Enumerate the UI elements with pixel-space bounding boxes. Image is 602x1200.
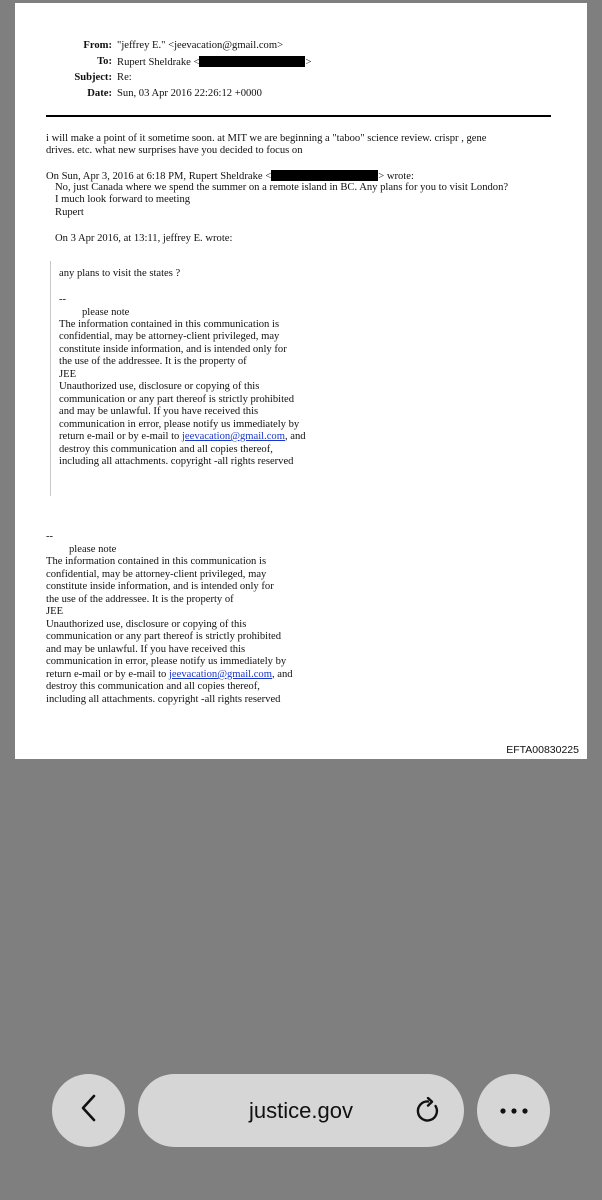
email-suffix: , and (271, 669, 293, 680)
attribution-suffix: > wrote: (378, 171, 414, 182)
disclaimer-line: The information contained in this communication is (59, 319, 280, 330)
more-dots-icon (499, 1102, 529, 1120)
more-button[interactable] (477, 1074, 550, 1147)
disclaimer-separator: -- (59, 294, 67, 305)
chevron-left-icon (79, 1093, 99, 1128)
disclaimer-line: the use of the addressee. It is the property of (46, 594, 234, 605)
disclaimer-line: and may be unlawful. If you have received this (59, 406, 259, 417)
disclaimer-note: please note (82, 307, 130, 318)
email-link[interactable]: jeevacation@gmail.com (168, 669, 272, 680)
to-label: To: (97, 56, 112, 67)
disclaimer-line: Unauthorized use, disclosure or copying of this (46, 619, 247, 630)
to-value (117, 56, 311, 69)
to-close: > (305, 57, 312, 68)
email-prefix: return e-mail or by e-mail to (46, 669, 169, 680)
disclaimer-line: confidential, may be attorney-client privileged, may (59, 331, 280, 342)
inner-attribution: On 3 Apr 2016, at 13:11, jeffrey E. wrote: (55, 233, 233, 244)
disclaimer-line: JEE (59, 369, 77, 380)
redaction-box (271, 170, 378, 181)
disclaimer-line: communication or any part thereof is strictly prohibited (59, 394, 295, 405)
disclaimer-line: The information contained in this communication is (46, 556, 267, 567)
disclaimer-line: communication in error, please notify us immediately by (59, 419, 300, 430)
back-button[interactable] (52, 1074, 125, 1147)
disclaimer-note: please note (69, 544, 117, 555)
disclaimer-line: JEE (46, 606, 64, 617)
disclaimer-line: communication or any part thereof is strictly prohibited (46, 631, 282, 642)
disclaimer-line: constitute inside information, and is intended only for (59, 344, 287, 355)
quoted-line: I much look forward to meeting (55, 194, 191, 205)
email-prefix: return e-mail or by e-mail to (59, 431, 182, 442)
inner-question: any plans to visit the states ? (59, 268, 181, 279)
disclaimer-line: destroy this communication and all copies thereof, (59, 444, 273, 455)
disclaimer-line: constitute inside information, and is intended only for (46, 581, 274, 592)
email-suffix: , and (284, 431, 306, 442)
browser-toolbar (0, 1060, 602, 1200)
from-value: "jeffrey E." <jeevacation@gmail.com> (117, 40, 284, 51)
disclaimer-line: and may be unlawful. If you have received this (46, 644, 246, 655)
date-value: Sun, 03 Apr 2016 22:26:12 +0000 (117, 88, 262, 99)
redaction-box (199, 56, 305, 67)
disclaimer-email-line (59, 431, 306, 443)
document-page (15, 3, 587, 759)
document-id: EFTA00830225 (506, 744, 579, 756)
disclaimer-line: destroy this communication and all copies thereof, (46, 681, 260, 692)
disclaimer-line: including all attachments. copyright -all rights reserved (46, 694, 281, 705)
subject-value: Re: (117, 72, 132, 83)
reply-line: i will make a point of it sometime soon. at MIT we are beginning a "taboo" science review. crispr , gene (46, 133, 487, 144)
reload-icon[interactable] (414, 1097, 442, 1130)
from-label: From: (83, 40, 112, 51)
header-divider (46, 115, 551, 117)
disclaimer-line: Unauthorized use, disclosure or copying of this (59, 381, 260, 392)
reply-line: drives. etc. what new surprises have you decided to focus on (46, 145, 303, 156)
date-label: Date: (87, 88, 112, 99)
quoted-line: Rupert (55, 207, 84, 218)
attribution-prefix: On Sun, Apr 3, 2016 at 6:18 PM, Rupert Sheldrake < (46, 171, 272, 182)
disclaimer-line: confidential, may be attorney-client privileged, may (46, 569, 267, 580)
quoted-line: No, just Canada where we spend the summer on a remote island in BC. Any plans for you to visit London? (55, 182, 509, 193)
disclaimer-line: including all attachments. copyright -all rights reserved (59, 456, 294, 467)
disclaimer-line: the use of the addressee. It is the property of (59, 356, 247, 367)
to-name: Rupert Sheldrake < (117, 57, 200, 68)
disclaimer-separator: -- (46, 531, 54, 542)
url-text: justice.gov (249, 1097, 353, 1123)
disclaimer-line: communication in error, please notify us immediately by (46, 656, 287, 667)
address-bar[interactable] (138, 1074, 464, 1147)
quote-bar (50, 261, 51, 496)
disclaimer-email-line (46, 669, 293, 681)
subject-label: Subject: (74, 72, 112, 83)
email-link[interactable]: jeevacation@gmail.com (181, 431, 285, 442)
